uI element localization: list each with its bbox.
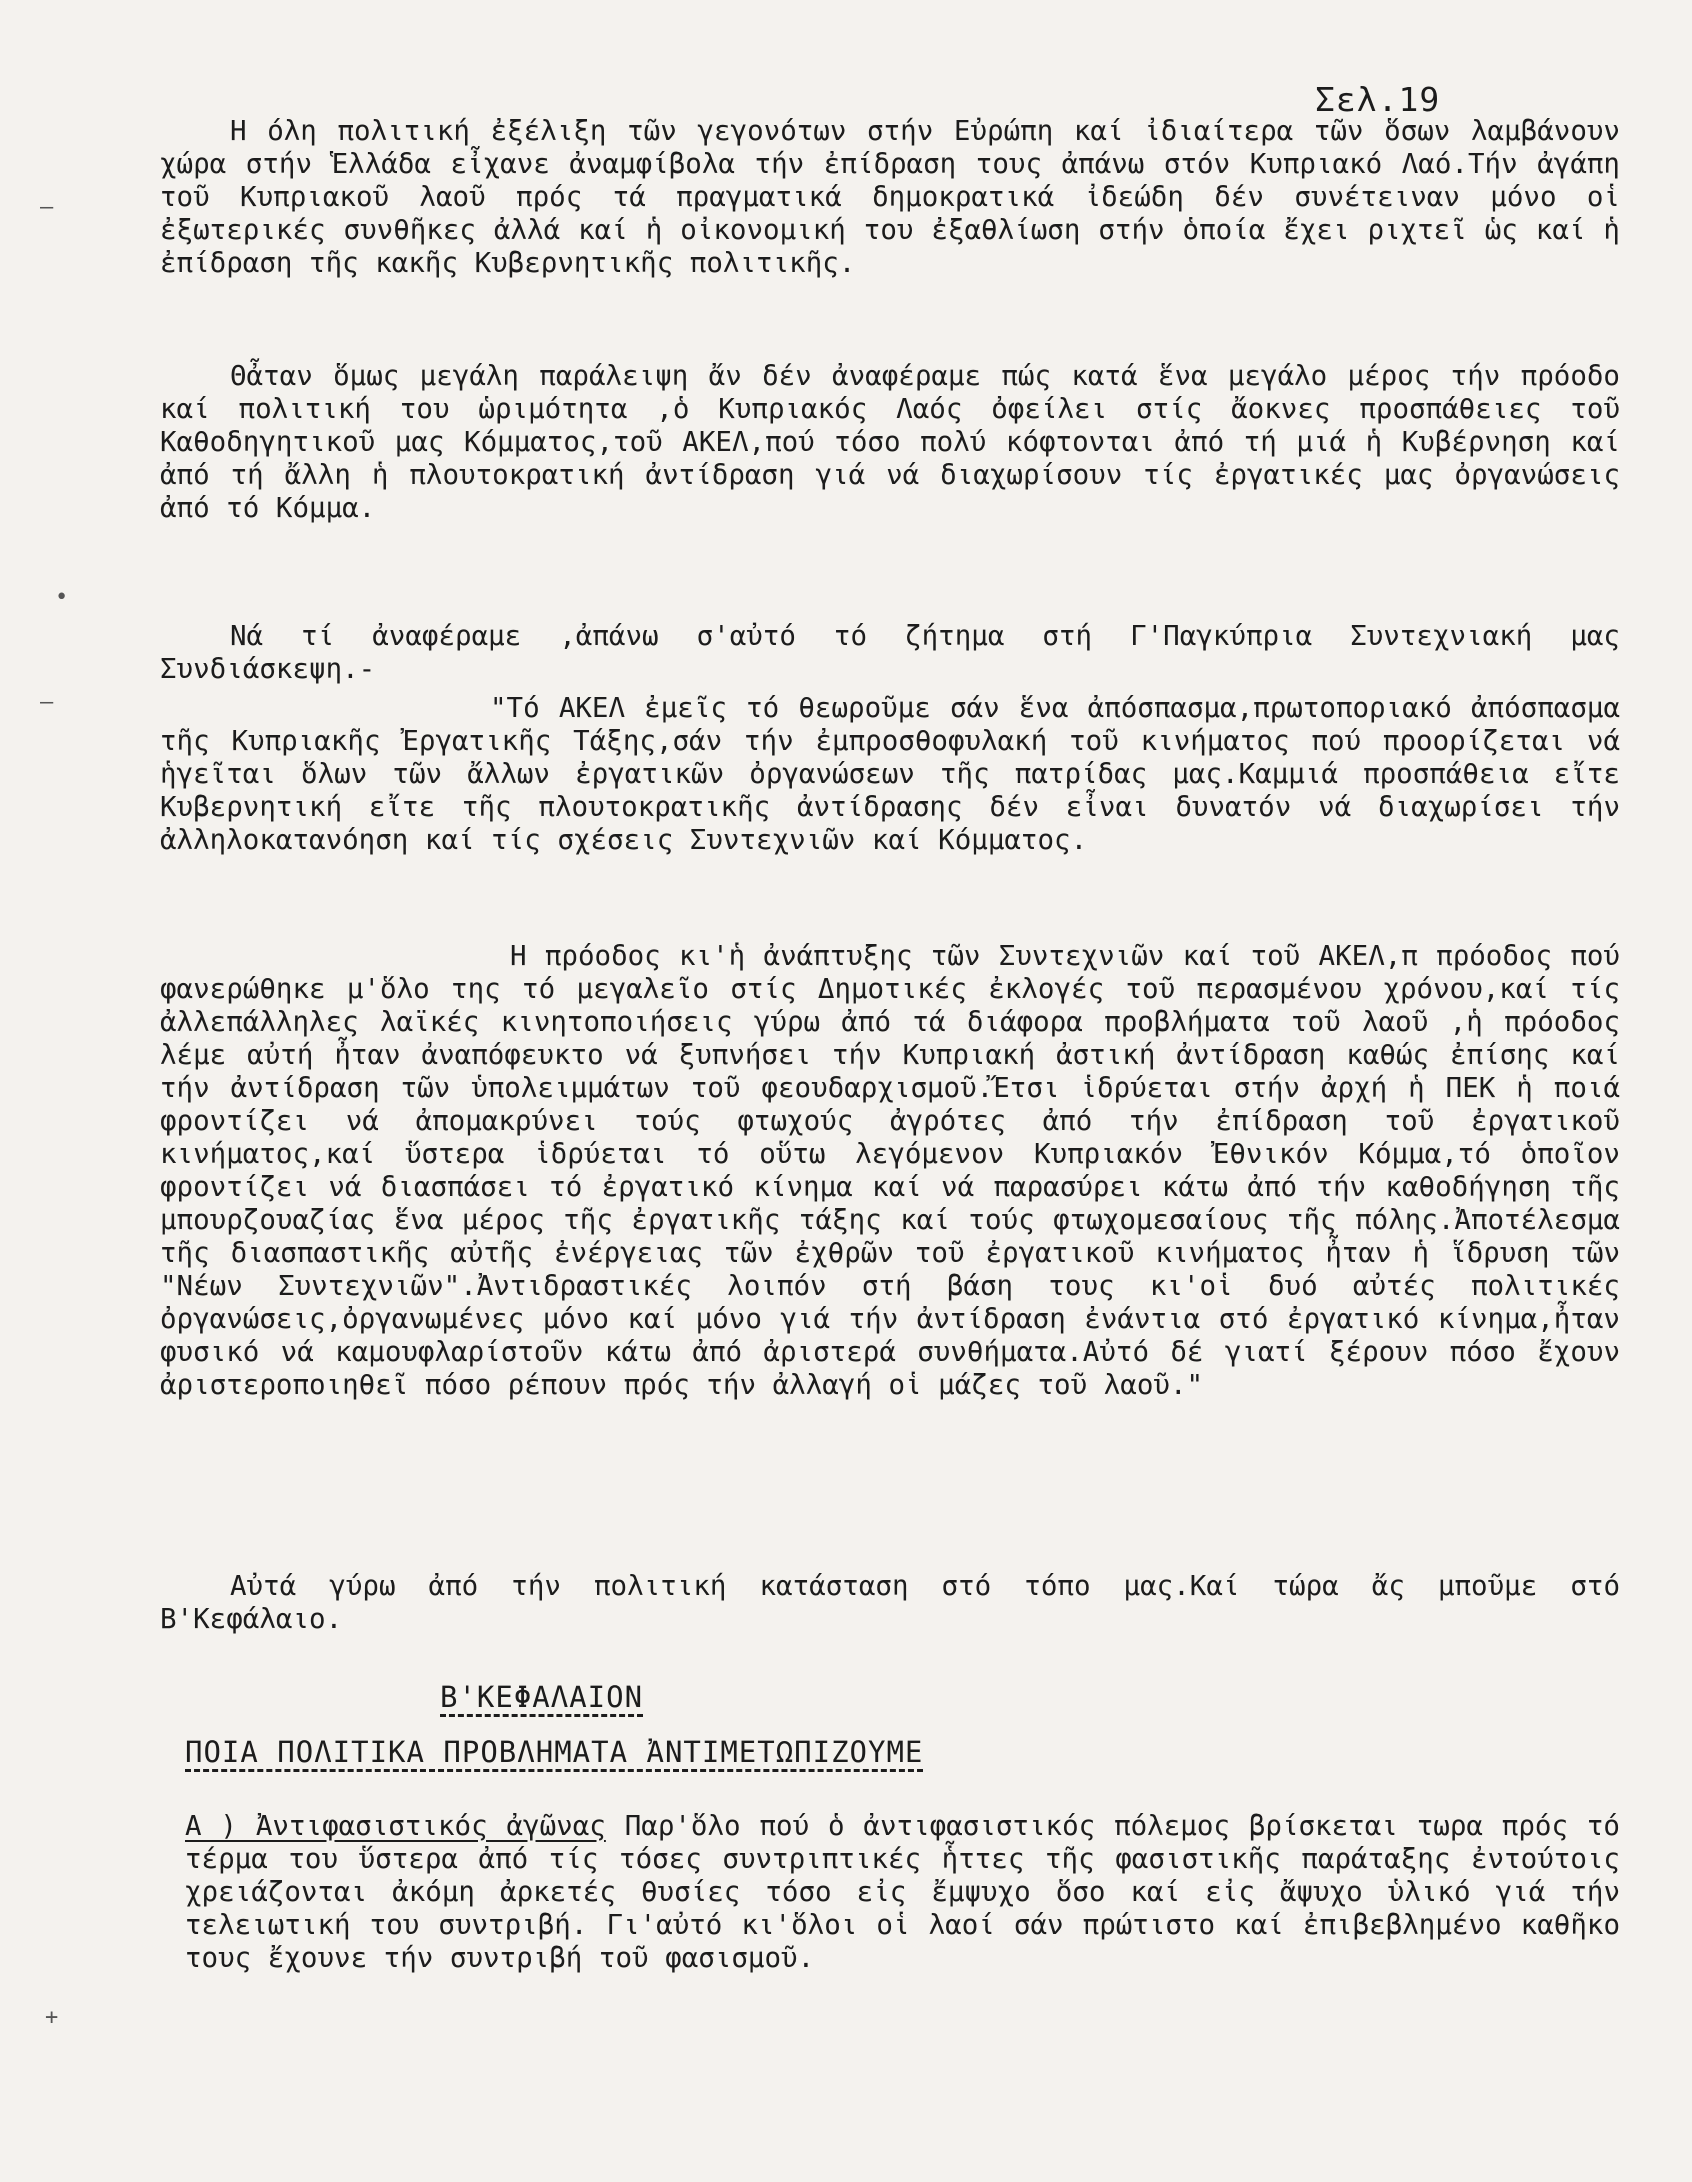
page-number: Σελ.19 — [1315, 80, 1441, 119]
paragraph-3: Νά τί ἀναφέραμε ,ἀπάνω σ'αὐτό τό ζήτημα στή Γ'Παγκύπρια Συντεχνιακή μας Συνδιάσκεψη.- — [160, 620, 1620, 685]
section-a-text: Παρ'ὅλο πού ὁ ἀντιφασιστικός πόλεμος βρίσκεται τωρα πρός τό τέρμα του ὕστερα ἀπό τίς τόσες συντριπτικές ἧττες τῆς φασιστικῆς παράταξης ἐντούτοις χρειάζονται ἀκόμη ἀρκετές θυσίες τόσο εἰς ἔμψυχο ὅσο καί εἰς ἄψυχο ὑλικό γιά τήν τελειωτική του συντριβή. Γι'αὐτό κι'ὅλοι οἱ λαοί σάν πρώτιστο καί ἐπιβεβλημένο καθῆκο τους ἔχουνε τήν συντριβή τοῦ φασισμοῦ. — [185, 1810, 1620, 1974]
paragraph-2: Θἆταν ὅμως μεγάλη παράλειψη ἄν δέν ἀναφέραμε πώς κατά ἕνα μεγάλο μέρος τήν πρόοδο καί πολιτική του ὡριμότητα ,ὁ Κυπριακός Λαός ὀφείλει στίς ἄοκνες προσπάθειες τοῦ Καθοδηγητικοῦ μας Κόμματος,τοῦ ΑΚΕΛ,πού τόσο πολύ κόφτονται ἀπό τή μιά ἡ Κυβέρνηση καί ἀπό τή ἄλλη ἡ πλουτοκρατική ἀντίδραση γιά νά διαχωρίσουν τίς ἐργατικές μας ὀργανώσεις ἀπό τό Κόμμα. — [160, 360, 1620, 524]
margin-mark: — — [40, 690, 54, 715]
paragraph-1: Η όλη πολιτική ἐξέλιξη τῶν γεγονότων στήν Εὐρώπη καί ἰδιαίτερα τῶν ὅσων λαμβάνουν χώρα στήν Ἑλλάδα εἶχανε ἀναμφίβολα τήν ἐπίδραση τους ἀπάνω στόν Κυπριακό Λαό.Τήν ἀγάπη τοῦ Κυπριακοῦ λαοῦ πρός τά πραγματικά δημοκρατικά ἰδεώδη δέν συνέτειναν μόνο οἱ ἐξωτερικές συνθῆκες ἀλλά καί ἡ οἰκονομική του ἐξαθλίωση στήν ὁποία ἔχει ριχτεῖ ὡς καί ἡ ἐπίδραση τῆς κακῆς Κυβερνητικῆς πολιτικῆς. — [160, 115, 1620, 279]
section-a — [185, 1810, 1620, 1975]
section-a-label: Α ) Ἀντιφασιστικός ἀγῶνας — [185, 1810, 606, 1842]
closing-paragraph: Αὐτά γύρω ἀπό τήν πολιτική κατάσταση στό τόπο μας.Καί τώρα ἄς μποῦμε στό Β'Κεφάλαιο. — [160, 1570, 1620, 1635]
chapter-subheading: ΠΟΙΑ ΠΟΛΙΤΙΚΑ ΠΡΟΒΛΗΜΑΤΑ ἈΝΤΙΜΕΤΩΠΙΖΟΥΜΕ — [185, 1735, 924, 1769]
margin-mark: • — [55, 585, 69, 610]
margin-mark: — — [40, 195, 54, 220]
quote-paragraph: "Τό ΑΚΕΛ ἐμεῖς τό θεωροῦμε σάν ἕνα ἀπόσπασμα,πρωτοποριακό ἀπόσπασμα τῆς Κυπριακῆς Ἐργατικῆς Τάξης,σάν τήν ἐμπροσθοφυλακή τοῦ κινήματος πού προορίζεται νά ἡγεῖται ὅλων τῶν ἄλλων ἐργατικῶν ὀργανώσεων τῆς πατρίδας μας.Καμμιά προσπάθεια εἴτε Κυβερνητική εἴτε τῆς πλουτοκρατικῆς ἀντίδρασης δέν εἶναι δυνατόν νά διαχωρίσει τήν ἀλληλοκατανόηση καί τίς σχέσεις Συντεχνιῶν καί Κόμματος. — [160, 692, 1620, 856]
margin-mark: + — [45, 2005, 59, 2030]
chapter-heading: Β'ΚΕΦΑΛΑΙΟΝ — [440, 1680, 644, 1714]
growth-paragraph: Η πρόοδος κι'ἡ ἀνάπτυξης τῶν Συντεχνιῶν καί τοῦ ΑΚΕΛ,π πρόοδος πού φανερώθηκε μ'ὅλο της τό μεγαλεῖο στίς Δημοτικές ἐκλογές τοῦ περασμένου χρόνου,καί τίς ἀλλεπάλληλες λαϊκές κινητοποιήσεις γύρω ἀπό τά διάφορα προβλήματα τοῦ λαοῦ ,ἡ πρόοδος λέμε αὐτή ἦταν ἀναπόφευκτο νά ξυπνήσει τήν Κυπριακή ἀστική ἀντίδραση καθώς ἐπίσης καί τήν ἀντίδραση τῶν ὑπολειμμάτων τοῦ φεουδαρχισμοῦ.Ἔτσι ἱδρύεται στήν ἀρχή ἡ ΠΕΚ ἡ ποιά φροντίζει νά ἀπομακρύνει τούς φτωχούς ἀγρότες ἀπό τήν ἐπίδραση τοῦ ἐργατικοῦ κινήματος,καί ὕστερα ἱδρύεται τό οὕτω λεγόμενον Κυπριακόν Ἐθνικόν Κόμμα,τό ὁποῖον φροντίζει νά διασπάσει τό ἐργατικό κίνημα καί νά παρασύρει κάτω ἀπό τήν καθοδήγηση τῆς μπουρζουαζίας ἕνα μέρος τῆς ἐργατικῆς τάξης καί τούς φτωχομεσαίους τῆς πόλης.Ἀποτέλεσμα τῆς διασπαστικῆς αὐτῆς ἐνέργειας τῶν ἐχθρῶν τοῦ ἐργατικοῦ κινήματος ἦταν ἡ ἵδρυση τῶν "Νέων Συντεχνιῶν".Ἀντιδραστικές λοιπόν στή βάση τους κι'οἱ δυό αὐτές πολιτικές ὀργανώσεις,ὀργανωμένες μόνο καί μόνο γιά τήν ἀντίδραση ἐνάντια στό ἐργατικό κίνημα,ἦταν φυσικό νά καμουφλαρίστοῦν κάτω ἀπό ἀριστερά συνθήματα.Αὐτό δέ γιατί ξέρουν πόσο ἔχουν ἀριστεροποιηθεῖ πόσο ρέπουν πρός τήν ἀλλαγή οἱ μάζες τοῦ λαοῦ." — [160, 940, 1620, 1401]
